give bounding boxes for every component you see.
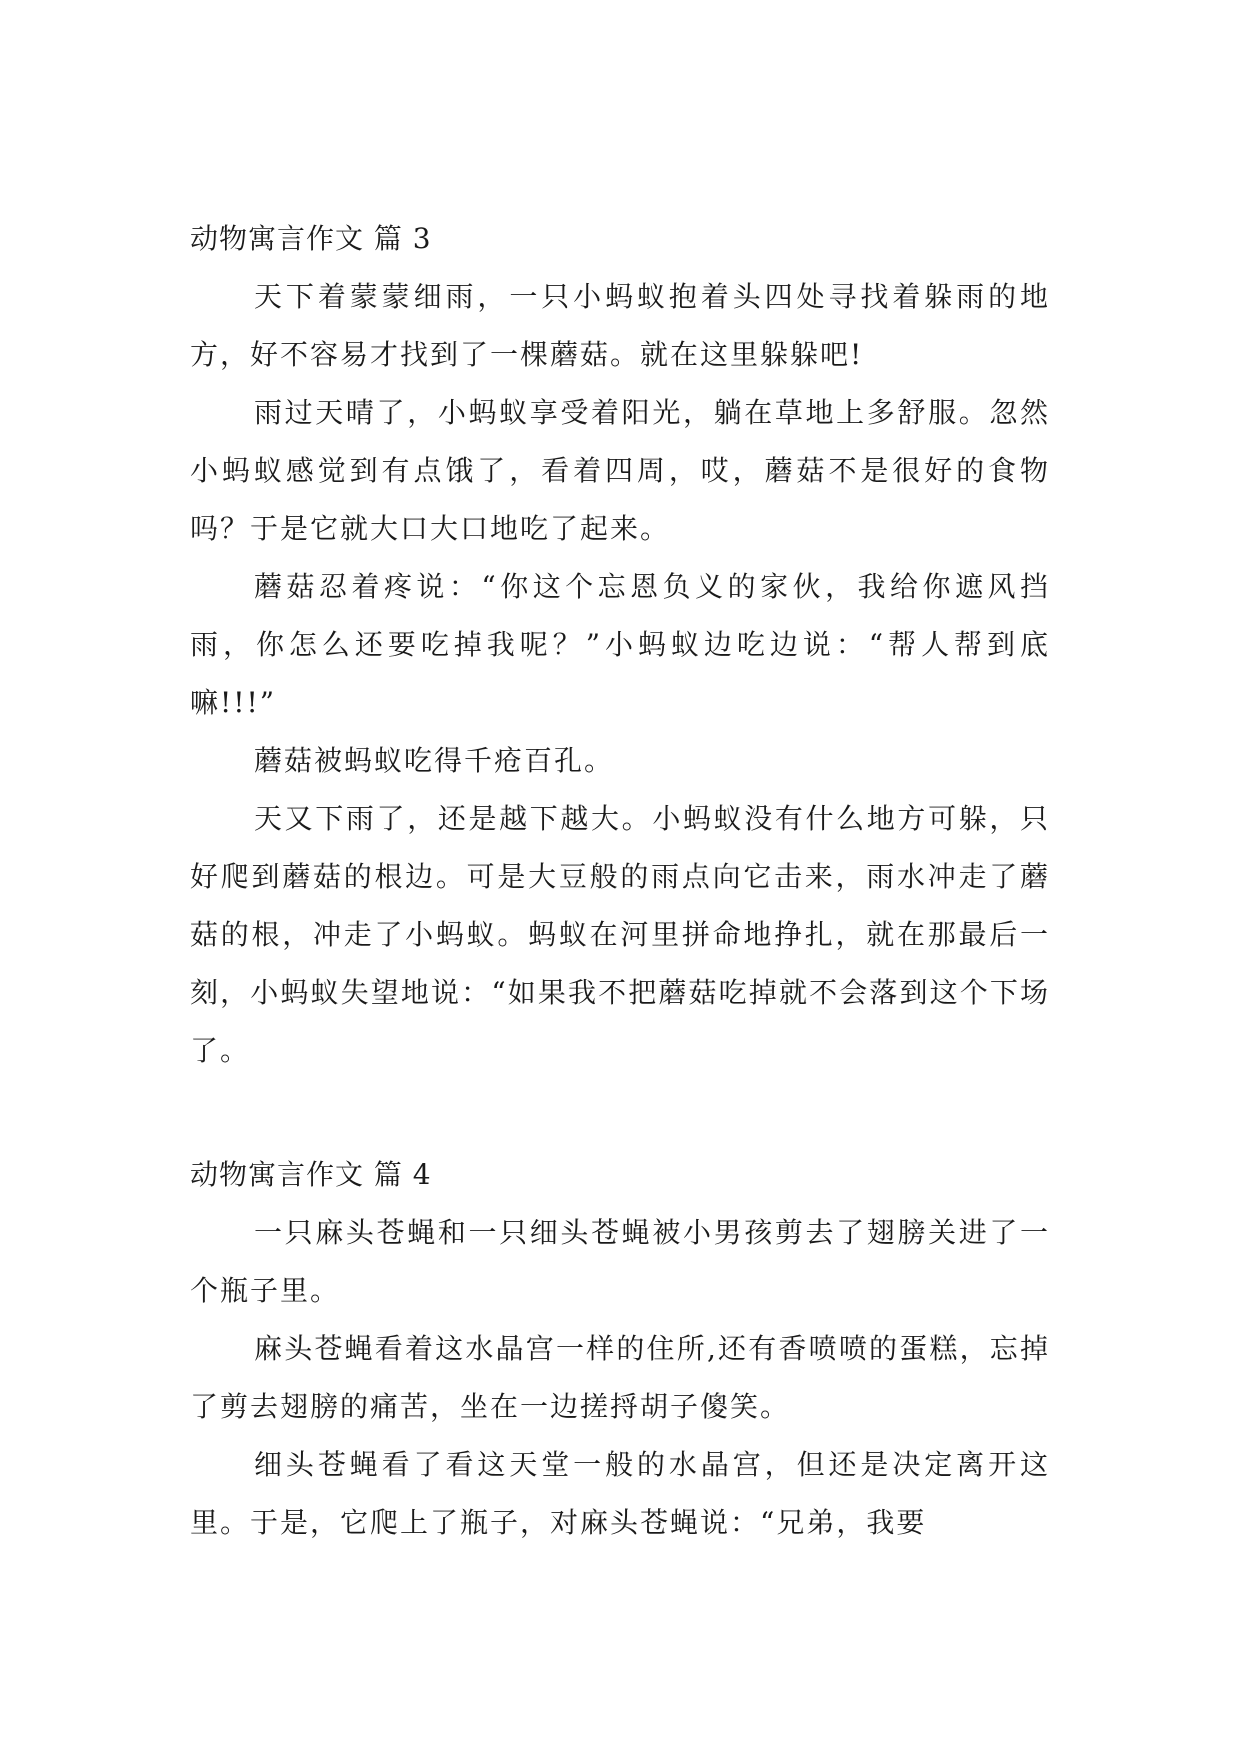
paragraph: 细头苍蝇看了看这天堂一般的水晶宫，但还是决定离开这里。于是，它爬上了瓶子，对麻头苍蝇说：“兄弟，我要 bbox=[190, 1448, 1050, 1539]
document-body bbox=[190, 210, 1050, 1552]
paragraph: 一只麻头苍蝇和一只细头苍蝇被小男孩剪去了翅膀关进了一个瓶子里。 bbox=[190, 1216, 1050, 1307]
paragraph: 天又下雨了，还是越下越大。小蚂蚁没有什么地方可躲，只好爬到蘑菇的根边。可是大豆般的雨点向它击来，雨水冲走了蘑菇的根，冲走了小蚂蚁。蚂蚁在河里拼命地挣扎，就在那最后一刻，小蚂蚁失望地说：“如果我不把蘑菇吃掉就不会落到这个下场了。 bbox=[190, 802, 1050, 1067]
paragraph: 蘑菇忍着疼说：“你这个忘恩负义的家伙，我给你遮风挡雨，你怎么还要吃掉我呢？”小蚂蚁边吃边说：“帮人帮到底嘛!!!” bbox=[190, 570, 1050, 719]
paragraph: 麻头苍蝇看着这水晶宫一样的住所,还有香喷喷的蛋糕，忘掉了剪去翅膀的痛苦，坐在一边搓捋胡子傻笑。 bbox=[190, 1332, 1050, 1423]
section-heading: 动物寓言作文 篇 4 bbox=[190, 1158, 432, 1191]
paragraph: 雨过天晴了，小蚂蚁享受着阳光，躺在草地上多舒服。忽然小蚂蚁感觉到有点饿了，看着四周，哎，蘑菇不是很好的食物吗？于是它就大口大口地吃了起来。 bbox=[190, 396, 1050, 545]
section-heading: 动物寓言作文 篇 3 bbox=[190, 222, 432, 255]
section-spacer bbox=[190, 1080, 1050, 1146]
section-3 bbox=[190, 210, 1050, 1080]
paragraph: 天下着蒙蒙细雨，一只小蚂蚁抱着头四处寻找着躲雨的地方，好不容易才找到了一棵蘑菇。就在这里躲躲吧! bbox=[190, 280, 1050, 371]
section-4 bbox=[190, 1146, 1050, 1552]
paragraph: 蘑菇被蚂蚁吃得千疮百孔。 bbox=[254, 744, 615, 777]
